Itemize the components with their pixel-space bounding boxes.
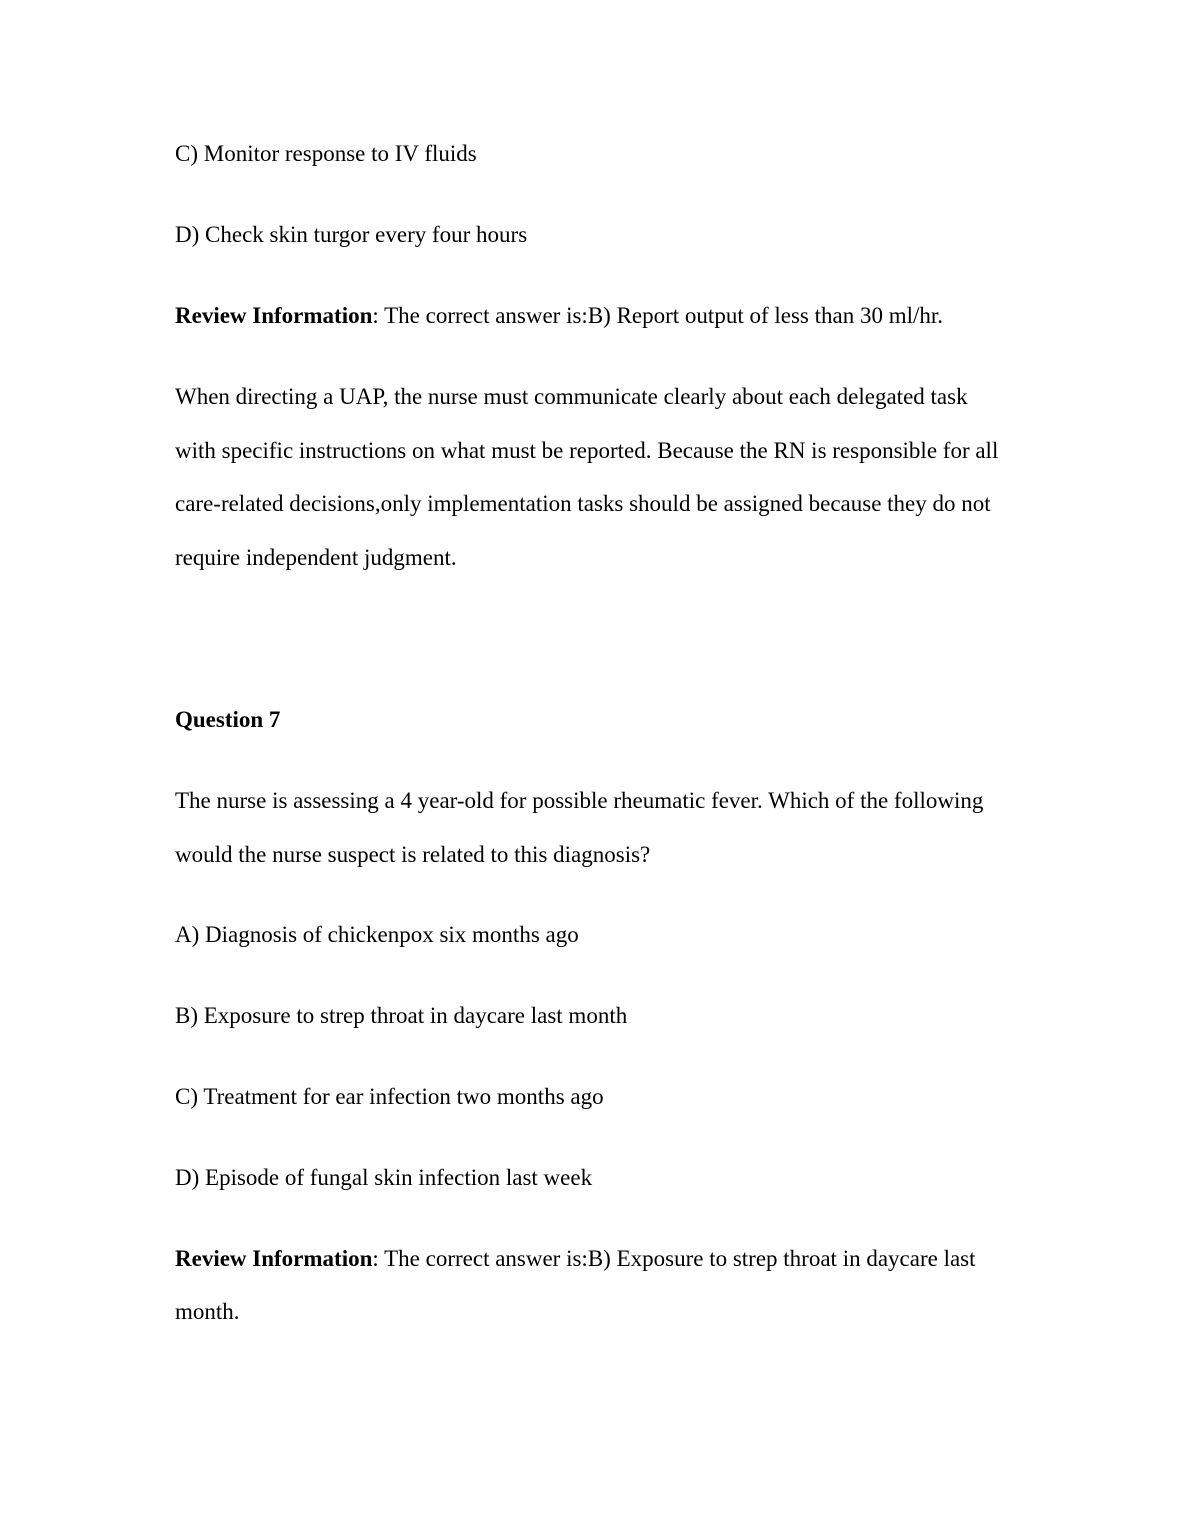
option-d: D) Episode of fungal skin infection last week bbox=[175, 1165, 593, 1190]
question-stem-line: The nurse is assessing a 4 year-old for possible rheumatic fever. Which of the following bbox=[175, 788, 984, 813]
explanation-line: care-related decisions,only implementation tasks should be assigned because they do not bbox=[175, 491, 991, 516]
explanation-line: with specific instructions on what must be reported. Because the RN is responsible for all bbox=[175, 438, 999, 463]
review-answer-text: : The correct answer is:B) Exposure to strep throat in daycare last bbox=[372, 1246, 976, 1271]
prev-review-information bbox=[175, 301, 943, 331]
review-label: Review Information bbox=[175, 1246, 373, 1271]
explanation-line: When directing a UAP, the nurse must communicate clearly about each delegated task bbox=[175, 384, 968, 409]
explanation-line: require independent judgment. bbox=[175, 545, 457, 570]
option-c: C) Treatment for ear infection two months ago bbox=[175, 1084, 604, 1109]
question-heading: Question 7 bbox=[175, 707, 281, 732]
review-answer-continuation: month. bbox=[175, 1299, 240, 1324]
prev-option-d: D) Check skin turgor every four hours bbox=[175, 222, 528, 247]
option-a: A) Diagnosis of chickenpox six months ago bbox=[175, 922, 579, 947]
prev-option-c: C) Monitor response to IV fluids bbox=[175, 141, 477, 166]
review-answer-text: : The correct answer is:B) Report output of less than 30 ml/hr. bbox=[372, 303, 944, 328]
question-stem-line: would the nurse suspect is related to this diagnosis? bbox=[175, 842, 651, 867]
review-label: Review Information bbox=[175, 303, 373, 328]
review-information bbox=[175, 1244, 976, 1274]
option-b: B) Exposure to strep throat in daycare last month bbox=[175, 1003, 628, 1028]
